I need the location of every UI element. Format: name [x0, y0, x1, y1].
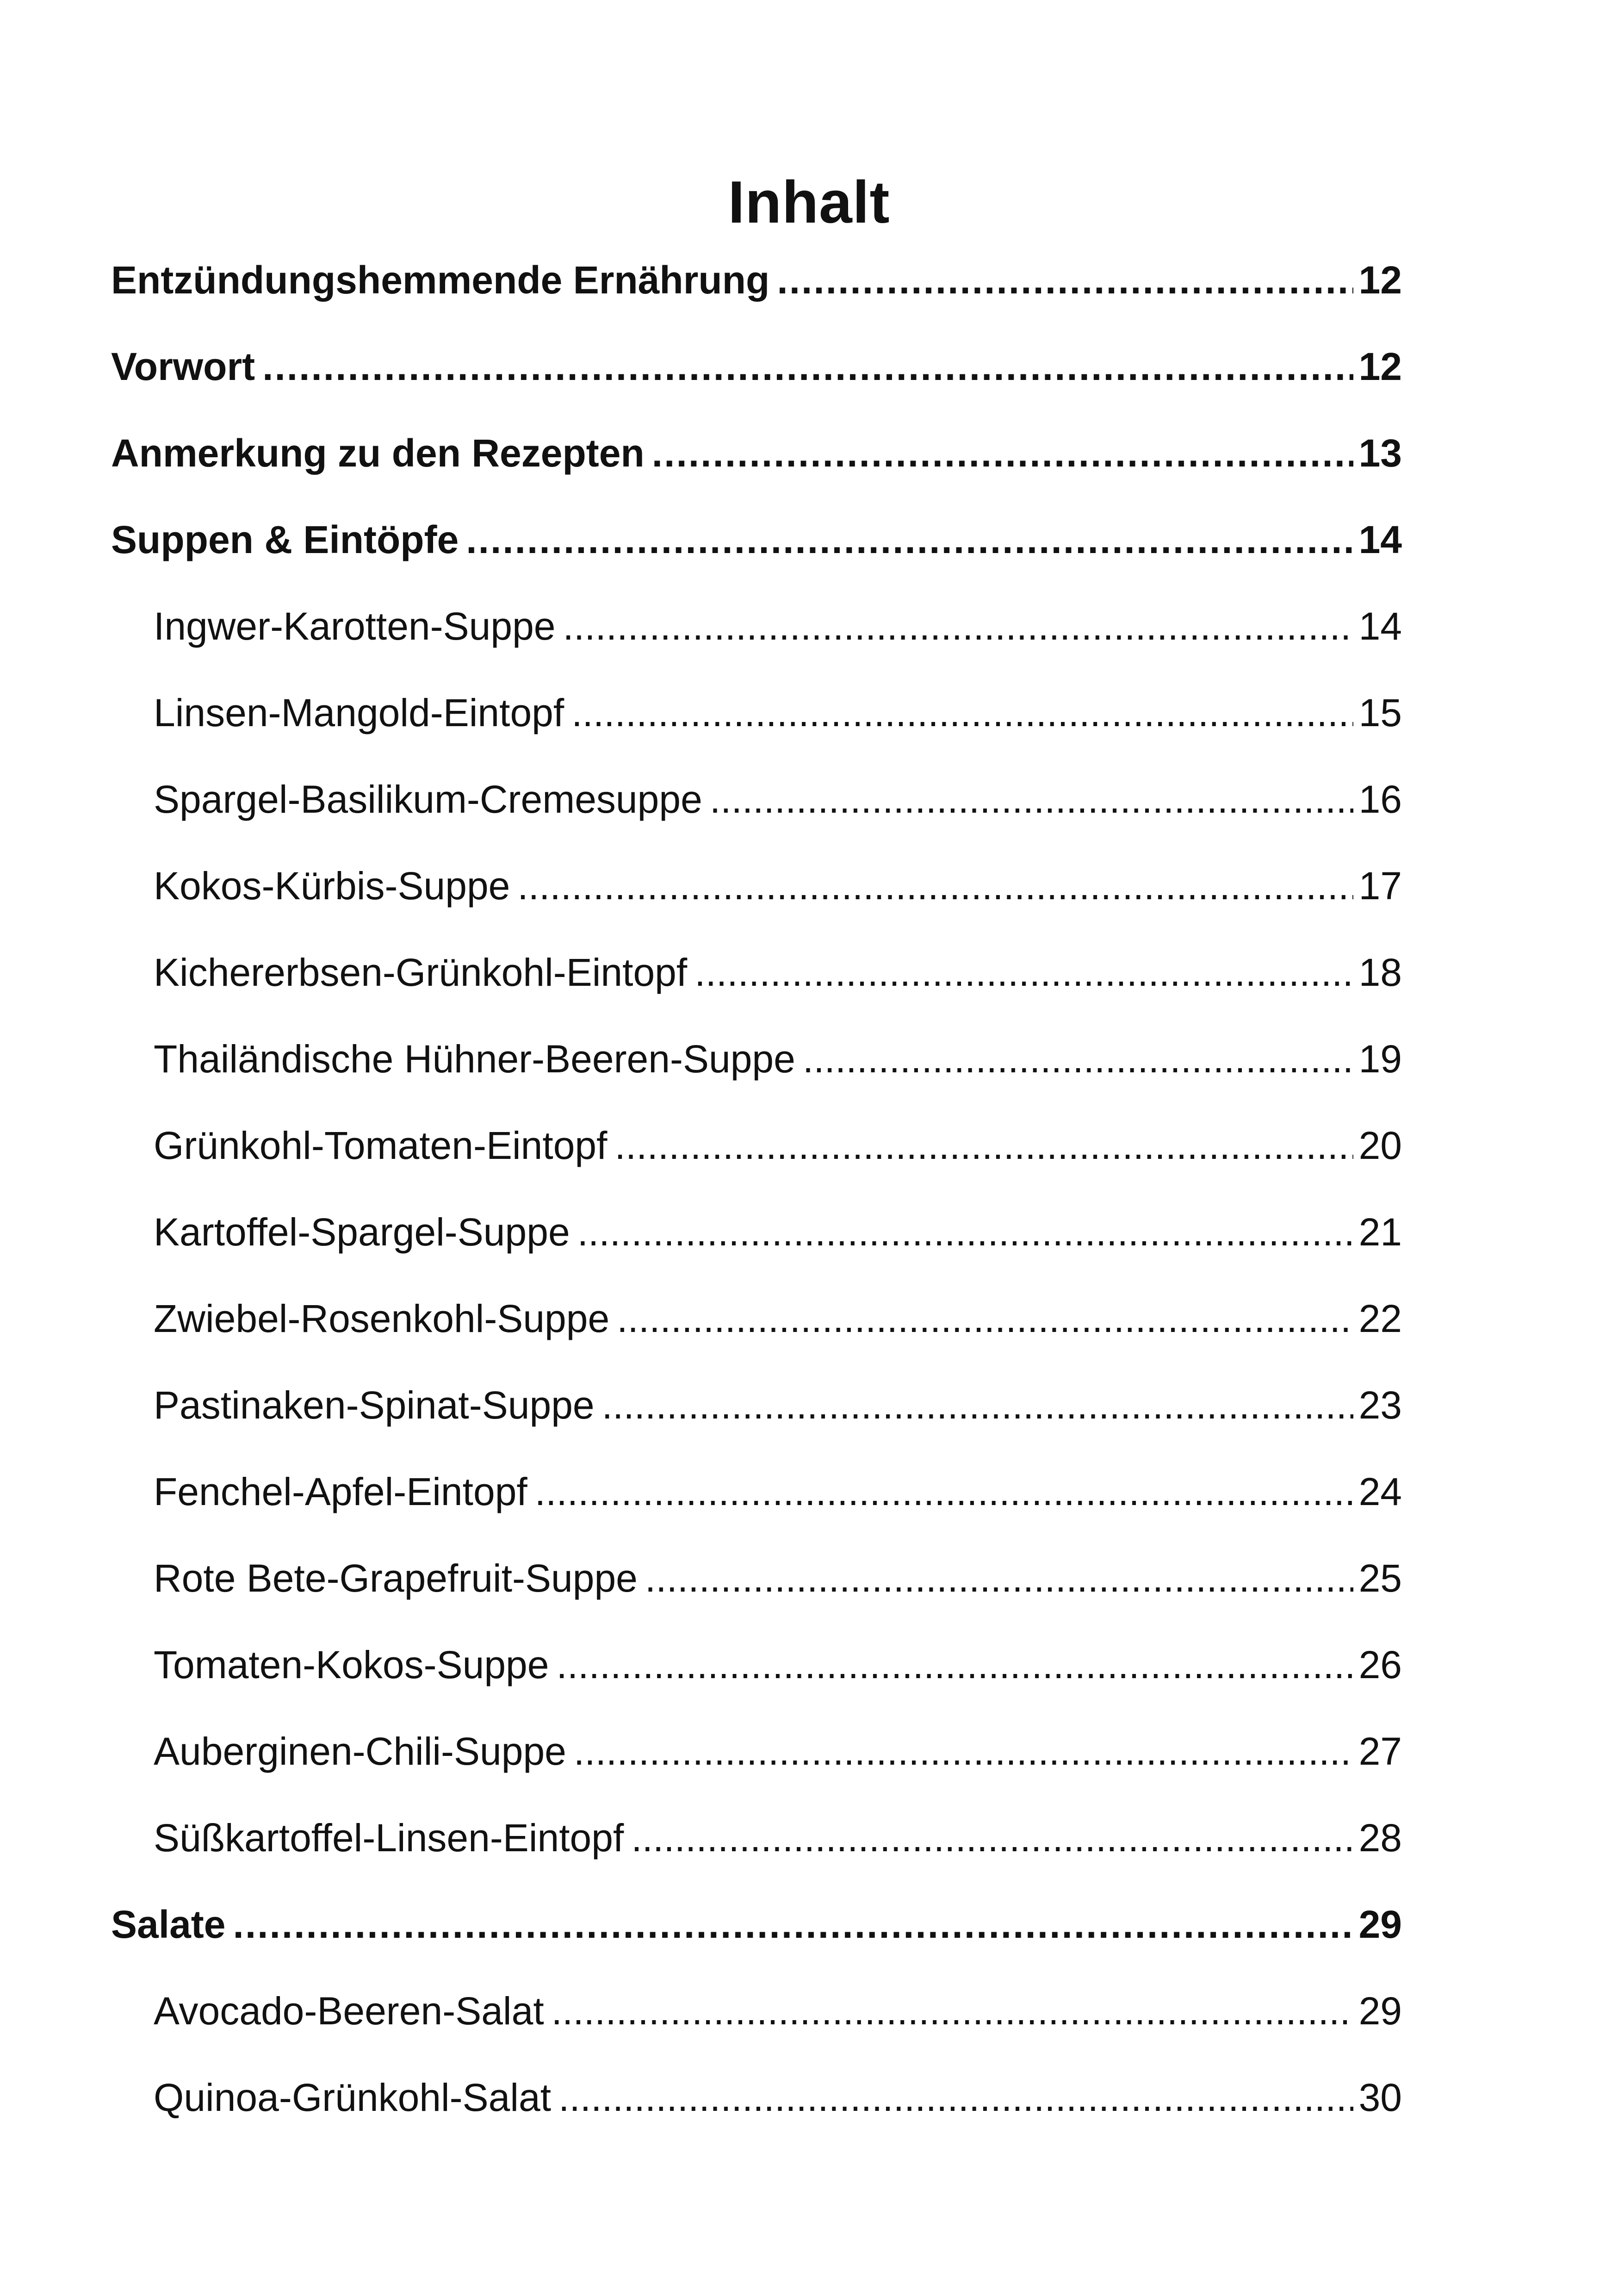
toc-page-number: 29 — [1358, 1903, 1402, 1946]
toc-entry-title: Anmerkung zu den Rezepten — [111, 431, 645, 475]
toc-subsection-entry[interactable] — [111, 1368, 1402, 1455]
toc-entry-title: Avocado-Beeren-Salat — [154, 1989, 544, 2033]
toc-entry-title: Kartoffel-Spargel-Suppe — [154, 1210, 570, 1254]
toc-entry-title: Tomaten-Kokos-Suppe — [154, 1643, 549, 1686]
toc-subsection-entry[interactable] — [111, 589, 1402, 676]
toc-subsection-entry[interactable] — [111, 1541, 1402, 1628]
toc-dot-leader — [652, 425, 1353, 481]
toc-entry-title: Auberginen-Chili-Suppe — [154, 1730, 566, 1773]
toc-entry-title: Suppen & Eintöpfe — [111, 518, 459, 561]
toc-page-number: 12 — [1358, 258, 1402, 302]
toc-page-number: 30 — [1358, 2076, 1402, 2119]
toc-entry-title: Grünkohl-Tomaten-Eintopf — [154, 1124, 608, 1167]
toc-entry-title: Vorwort — [111, 345, 255, 388]
toc-dot-leader — [602, 1377, 1353, 1433]
toc-dot-leader — [571, 685, 1353, 740]
toc-dot-leader — [558, 2070, 1353, 2125]
toc-entry-title: Süßkartoffel-Linsen-Eintopf — [154, 1816, 624, 1860]
toc-page-number: 29 — [1358, 1989, 1402, 2033]
toc-dot-leader — [617, 1291, 1353, 1346]
toc-subsection-entry[interactable] — [111, 1108, 1402, 1195]
toc-page-number: 23 — [1358, 1383, 1402, 1427]
toc-entry-title: Pastinaken-Spinat-Suppe — [154, 1383, 595, 1427]
toc-subsection-entry[interactable] — [111, 1801, 1402, 1887]
toc-subsection-entry[interactable] — [111, 1022, 1402, 1108]
toc-page-number: 15 — [1358, 691, 1402, 734]
toc-section-entry[interactable] — [111, 1887, 1402, 1974]
toc-subsection-entry[interactable] — [111, 1455, 1402, 1541]
toc-dot-leader — [803, 1031, 1353, 1087]
toc-page-number: 13 — [1358, 431, 1402, 475]
toc-subsection-entry[interactable] — [111, 935, 1402, 1022]
toc-subsection-entry[interactable] — [111, 1974, 1402, 2060]
toc-subsection-entry[interactable] — [111, 762, 1402, 849]
toc-section-entry[interactable] — [111, 503, 1402, 589]
toc-page-number: 28 — [1358, 1816, 1402, 1860]
toc-page-number: 12 — [1358, 345, 1402, 388]
toc-dot-leader — [614, 1118, 1353, 1173]
toc-dot-leader — [466, 512, 1353, 567]
toc-entry-title: Entzündungshemmende Ernährung — [111, 258, 770, 302]
toc-dot-leader — [694, 945, 1353, 1000]
toc-dot-leader — [563, 598, 1353, 654]
toc-entry-title: Fenchel-Apfel-Eintopf — [154, 1470, 527, 1513]
toc-entry-title: Rote Bete-Grapefruit-Suppe — [154, 1556, 638, 1600]
toc-page-number: 18 — [1358, 951, 1402, 994]
toc-page-number: 14 — [1358, 604, 1402, 648]
toc-entry-title: Linsen-Mangold-Eintopf — [154, 691, 564, 734]
toc-subsection-entry[interactable] — [111, 1714, 1402, 1801]
toc-entry-title: Zwiebel-Rosenkohl-Suppe — [154, 1297, 610, 1340]
toc-dot-leader — [535, 1464, 1353, 1519]
toc-dot-leader — [577, 1204, 1353, 1260]
toc-dot-leader — [233, 1897, 1353, 1952]
toc-entry-title: Kokos-Kürbis-Suppe — [154, 864, 510, 908]
toc-dot-leader — [552, 1983, 1353, 2039]
toc-entry-title: Ingwer-Karotten-Suppe — [154, 604, 556, 648]
toc-entry-title: Quinoa-Grünkohl-Salat — [154, 2076, 552, 2119]
toc-page-number: 17 — [1358, 864, 1402, 908]
toc-section-entry[interactable] — [111, 416, 1402, 503]
toc-entry-title: Kichererbsen-Grünkohl-Eintopf — [154, 951, 688, 994]
toc-page-number: 19 — [1358, 1037, 1402, 1081]
toc-subsection-entry[interactable] — [111, 2060, 1402, 2147]
toc-dot-leader — [645, 1550, 1353, 1606]
toc-entry-title: Spargel-Basilikum-Cremesuppe — [154, 778, 702, 821]
toc-page-number: 25 — [1358, 1556, 1402, 1600]
toc-page-number: 14 — [1358, 518, 1402, 561]
toc-dot-leader — [262, 339, 1353, 394]
toc-page-number: 24 — [1358, 1470, 1402, 1513]
toc-dot-leader — [517, 858, 1353, 914]
toc-page-number: 22 — [1358, 1297, 1402, 1340]
page-title: Inhalt — [728, 169, 890, 236]
toc-page-number: 21 — [1358, 1210, 1402, 1254]
toc-dot-leader — [574, 1724, 1353, 1779]
toc-entry-title: Thailändische Hühner-Beeren-Suppe — [154, 1037, 795, 1081]
toc-subsection-entry[interactable] — [111, 849, 1402, 935]
toc-subsection-entry[interactable] — [111, 1628, 1402, 1714]
table-of-contents — [111, 243, 1402, 2147]
toc-subsection-entry[interactable] — [111, 676, 1402, 762]
toc-page-number: 27 — [1358, 1730, 1402, 1773]
toc-page-number: 26 — [1358, 1643, 1402, 1686]
toc-subsection-entry[interactable] — [111, 1195, 1402, 1282]
toc-page-number: 20 — [1358, 1124, 1402, 1167]
toc-section-entry[interactable] — [111, 330, 1402, 416]
toc-section-entry[interactable] — [111, 243, 1402, 330]
toc-subsection-entry[interactable] — [111, 1282, 1402, 1368]
toc-dot-leader — [556, 1637, 1353, 1692]
toc-page-number: 16 — [1358, 778, 1402, 821]
toc-entry-title: Salate — [111, 1903, 226, 1946]
toc-dot-leader — [710, 772, 1353, 827]
toc-dot-leader — [631, 1810, 1353, 1866]
toc-dot-leader — [777, 252, 1353, 308]
